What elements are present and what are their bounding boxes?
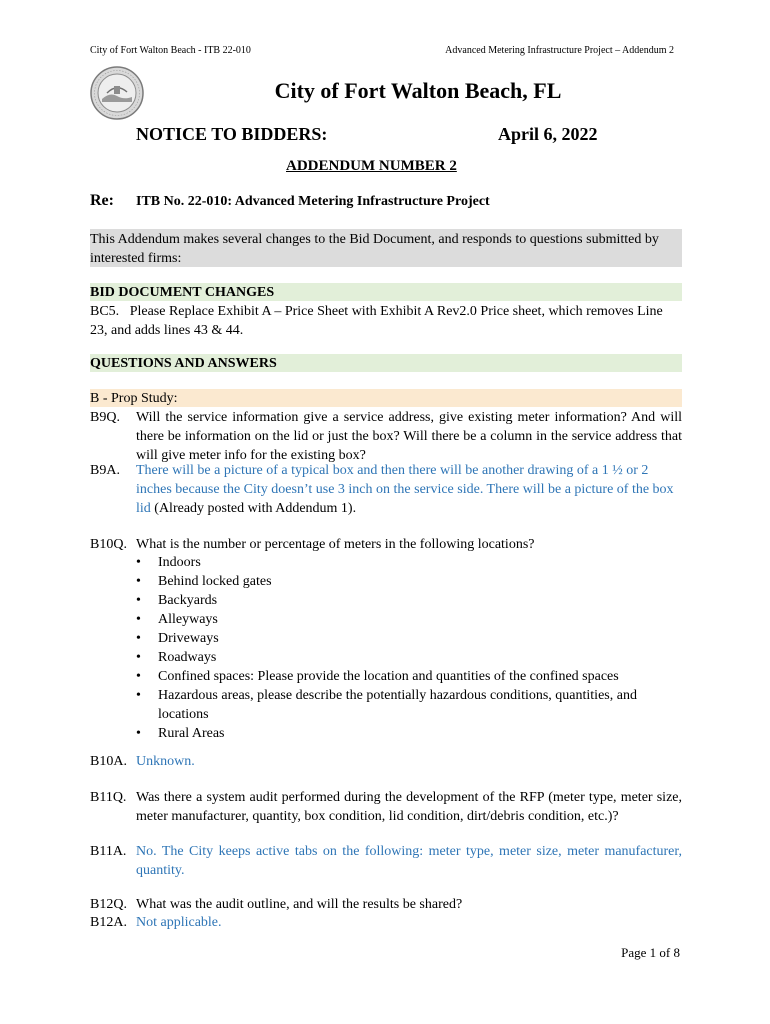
b12q-label: B12Q. xyxy=(90,897,127,912)
b10q-text: What is the number or percentage of meters in the following locations? xyxy=(136,537,535,552)
notice-to-bidders: NOTICE TO BIDDERS: xyxy=(136,124,328,144)
running-header-right: Advanced Metering Infrastructure Project – Addendum 2 xyxy=(445,45,674,56)
list-item: • Hazardous areas, please describe the potentially hazardous conditions, quantities, and locations xyxy=(136,688,637,722)
bc5-text: Please Replace Exhibit A – Price Sheet with Exhibit A Rev2.0 Price sheet, which removes Line 23, and adds lines 43 & 44. xyxy=(90,304,663,338)
b10-location-list xyxy=(136,553,682,743)
addendum-title: ADDENDUM NUMBER 2 xyxy=(286,158,457,174)
city-title: City of Fort Walton Beach, FL xyxy=(274,78,562,103)
b9q-text: Will the service information give a service address, give existing meter information? And will there be information on the lid or just the box? Will there be a column in the service address that will give meter info for the existing box? xyxy=(136,410,682,463)
re-label: Re: xyxy=(90,192,114,209)
b12a-text: Not applicable. xyxy=(136,915,222,930)
b9a-text: There will be a picture of a typical box and then there will be another drawing of a 1 ½ or 2 inches because the City doesn’t use 3 inch on the service side. There will be a picture of the box lid xyxy=(136,463,674,516)
b11q-item xyxy=(90,788,682,826)
b12q-text: What was the audit outline, and will the results be shared? xyxy=(136,897,463,912)
b10a-text: Unknown. xyxy=(136,754,195,769)
b11a-label: B11A. xyxy=(90,844,127,859)
list-item: • Backyards xyxy=(136,593,218,608)
page-number: Page 1 of 8 xyxy=(621,945,680,960)
b9q-label: B9Q. xyxy=(90,410,120,425)
b10q-item xyxy=(90,535,682,554)
list-item: • Behind locked gates xyxy=(136,574,272,589)
list-item: • Alleyways xyxy=(136,612,218,627)
b11a-item xyxy=(90,842,682,880)
b10a-label: B10A. xyxy=(90,754,127,769)
bc5-item xyxy=(90,302,682,340)
list-item: • Roadways xyxy=(136,650,217,665)
list-item: • Confined spaces: Please provide the location and quantities of the confined spaces xyxy=(136,669,619,684)
bc5-label: BC5. xyxy=(90,304,120,319)
b11q-text: Was there a system audit performed during the development of the RFP (meter type, meter size, meter manufacturer, quantity, box condition, lid condition, dirt/debris condition, etc.)? xyxy=(136,790,682,824)
b10q-label: B10Q. xyxy=(90,537,127,552)
b12q-item xyxy=(90,895,682,914)
b12a-item xyxy=(90,913,682,932)
section-b-heading: B - Prop Study: xyxy=(90,391,178,406)
b12a-label: B12A. xyxy=(90,915,127,930)
qa-heading: QUESTIONS AND ANSWERS xyxy=(90,356,277,371)
b10a-item xyxy=(90,752,682,771)
intro-text: This Addendum makes several changes to the Bid Document, and responds to questions submitted by interested firms: xyxy=(90,232,659,266)
notice-date: April 6, 2022 xyxy=(498,124,598,144)
b9a-item xyxy=(90,461,682,518)
b11a-text: No. The City keeps active tabs on the following: meter type, meter size, meter manufacturer, quantity. xyxy=(136,844,682,878)
list-item: • Driveways xyxy=(136,631,219,646)
b9a-note: (Already posted with Addendum 1). xyxy=(150,501,357,516)
bid-changes-heading: BID DOCUMENT CHANGES xyxy=(90,285,275,300)
re-subject: ITB No. 22-010: Advanced Metering Infrastructure Project xyxy=(136,194,490,209)
b9a-label: B9A. xyxy=(90,463,120,478)
running-header-left: City of Fort Walton Beach - ITB 22-010 xyxy=(90,45,251,56)
list-item: • Indoors xyxy=(136,555,201,570)
b9q-item xyxy=(90,408,682,465)
b11q-label: B11Q. xyxy=(90,790,127,805)
list-item: • Rural Areas xyxy=(136,726,225,741)
